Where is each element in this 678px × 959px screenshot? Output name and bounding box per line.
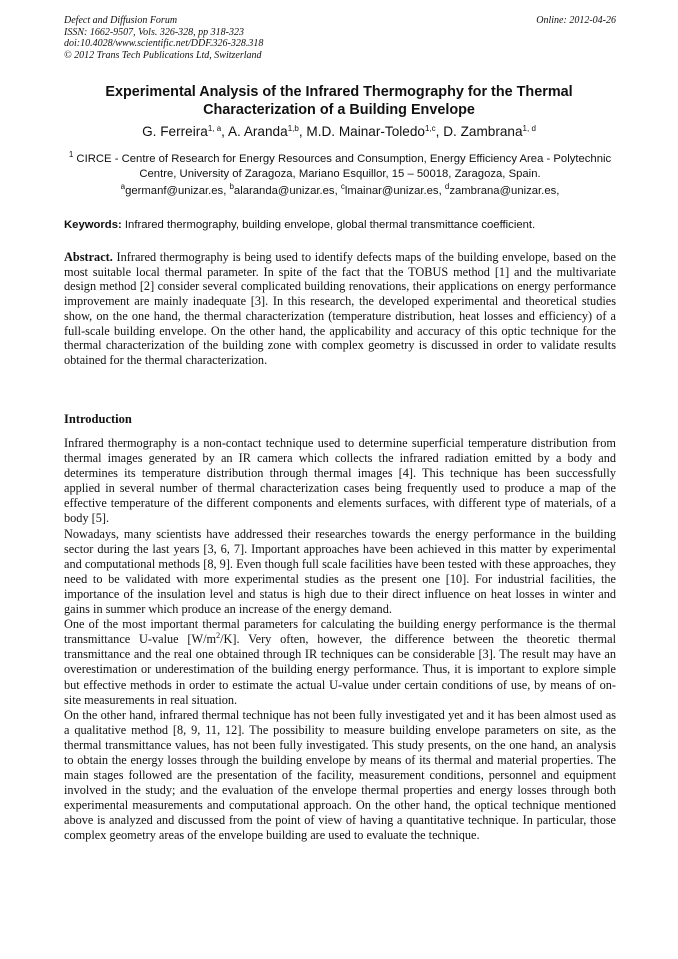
author-affil-mark: 1, a [207, 124, 222, 133]
author-affil-mark: 1, d [522, 124, 536, 133]
keywords [64, 218, 616, 232]
email-address[interactable]: lmainar@unizar.es [344, 185, 439, 197]
keywords-text: Infrared thermography, building envelope, global thermal transmittance coefficient. [121, 219, 536, 231]
email-list [64, 184, 616, 198]
email-separator: , [438, 185, 445, 197]
email-mark: c [340, 182, 345, 191]
section-heading-introduction: Introduction [64, 412, 132, 426]
author-name: A. Aranda [227, 124, 288, 139]
keywords-label: Keywords: [64, 219, 122, 231]
email-mark: d [444, 182, 450, 191]
email-mark: a [120, 182, 126, 191]
affiliation-mark: 1 [68, 150, 74, 159]
paragraph-text: One of the most important thermal parameters for calculating the building energy performance is the thermal transmittance U-value [W/m [64, 617, 616, 647]
email-address[interactable]: alaranda@unizar.es [233, 185, 335, 197]
superscript: 2 [216, 631, 221, 641]
author-affil-mark: 1,c [424, 124, 436, 133]
journal-copyright: © 2012 Trans Tech Publications Ltd, Switzerland [64, 49, 262, 61]
author [306, 124, 443, 139]
paragraph: Infrared thermography is a non-contact technique used to determine superficial temperature distribution from thermal images generated by an IR camera which collects the infrared radiation emitted by a body and determines its temperature distribution through thermal images [4]. This technique has been successfully applied in several number of thermal characterization cases being frequently used to produce a map of the effective temperature of the different components and elements surfaces, with different type of materials, of a body [5]. [64, 436, 616, 526]
introduction-body [64, 436, 616, 844]
journal-header [64, 15, 616, 61]
abstract-text: Infrared thermography is being used to identify defects maps of the building envelope, based on the most suitable local thermal parameter. In spite of the fact that the TOBUS method [1] and the multivariate design method [2] consider several complicated building renovations, their applications on energy performance improvement are mainly inadequate [3]. In this research, the developed experimental and theoretical studies show, on the one hand, the thermal characterization (temperature distribution, heat losses and efficiency) of a full-scale building envelope. On the other hand, the applicability and accuracy of this optic technique for the thermal characterization of the building zone with complex geometry is discussed in order to validate results obtained for the thermal characterization. [64, 250, 616, 367]
author-name: G. Ferreira [142, 124, 208, 139]
journal-issn: ISSN: 1662-9507, Vols. 326-328, pp 318-323 [64, 26, 244, 38]
affiliation [64, 152, 616, 182]
author [228, 124, 306, 139]
author [142, 124, 228, 139]
author-affil-mark: 1,b [287, 124, 299, 133]
email-address[interactable]: germanf@unizar.es [125, 185, 224, 197]
author-separator: , [435, 124, 444, 139]
author-separator: , [298, 124, 307, 139]
author-name: M.D. Mainar-Toledo [306, 124, 425, 139]
author-list [60, 124, 618, 140]
paragraph: On the other hand, infrared thermal technique has not been fully investigated yet and it has been almost used as a qualitative method [8, 9, 11, 12]. The possibility to measure building envelope parameters on site, as the thermal transmittance values, has not been fully investigated. This study presents, on the one hand, an analysis to obtain the energy losses through the building envelope by means of its thermal and material properties. The main stages followed are the presentation of the facility, measurement conditions, personnel and equipment involved in the study; and the evaluation of the envelope thermal properties and energy losses through both experimental measurements and computational approach. On the other hand, the optical technique mentioned above is analyzed and discussed from the point of view of having a quantitative technique. In particular, those complex geometry areas of the envelope building are used to evaluate the technique. [64, 707, 616, 843]
abstract-label: Abstract. [64, 250, 113, 264]
email-separator: , [556, 185, 560, 197]
email-address[interactable]: zambrana@unizar.es [449, 185, 557, 197]
affiliation-text: CIRCE - Centre of Research for Energy Resources and Consumption, Energy Efficiency Area - Polytechnic Centre, University of Zaragoza, Mariano Esquillor, 15 – 50018, Zaragoza, Spain. [76, 153, 612, 180]
paragraph: Nowadays, many scientists have addressed their researches towards the energy performance in the building sector during the last years [3, 6, 7]. Important approaches have been achieved in this matter by experimental and computational methods [8, 9]. Even though full scale facilities have been tested with these approaches, they need to be validated with more experimental studies as the present one [10]. For industrial facilities, the importance of the insulation level and status is high due to their direct influence on heat losses in winter and gains in summer which produce an increase of the energy demand. [64, 526, 616, 617]
author [443, 124, 536, 139]
email-separator: , [334, 185, 341, 197]
paper-title: Experimental Analysis of the Infrared Thermography for the Thermal Characterization of a Building Envelope [105, 84, 573, 118]
journal-name: Defect and Diffusion Forum [64, 15, 178, 26]
author-separator: , [221, 124, 228, 139]
paragraph [64, 617, 616, 708]
abstract [64, 250, 616, 368]
email-separator: , [223, 185, 230, 197]
journal-doi[interactable]: doi:10.4028/www.scientific.net/DDF.326-328.318 [64, 38, 264, 49]
author-name: D. Zambrana [443, 124, 523, 139]
paragraph-text: /K]. Very often, however, the difference between the theoretic thermal transmittance and the real one obtained through IR techniques can be considerable [3]. The result may have an overestimation or underestimation of the building energy performance. Thus, it is important to explore simple but effective methods in order to estimate the actual U-value under certain conditions of use, by means of on-site measurements in real situation. [64, 632, 616, 707]
email-mark: b [229, 182, 234, 191]
online-date: Online: 2012-04-26 [536, 15, 616, 26]
